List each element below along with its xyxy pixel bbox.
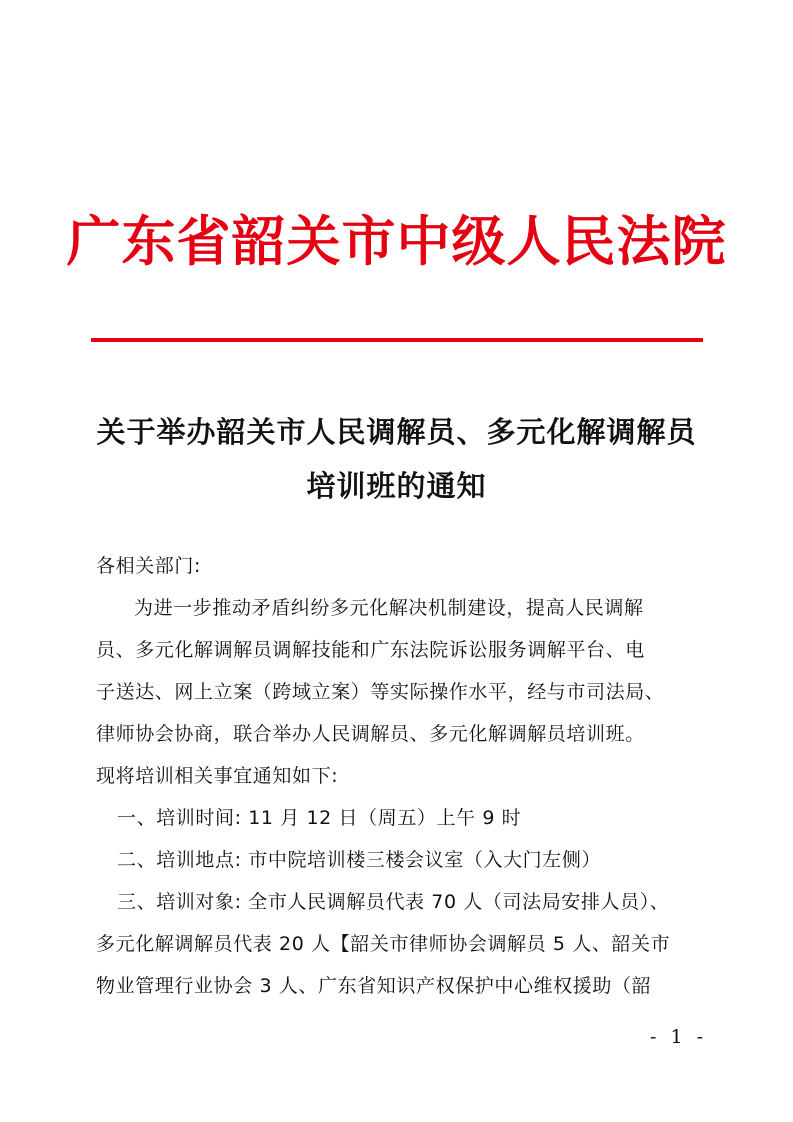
red-header-rule [91,338,703,342]
document-title-line-1: 关于举办韶关市人民调解员、多元化解调解员 [96,415,697,449]
item-training-participants: 三、培训对象: 全市人民调解员代表 70 人（司法局安排人员）、 [117,891,670,913]
document-title-line-2: 培训班的通知 [306,469,487,503]
paragraph-line-3: 子送达、网上立案（跨域立案）等实际操作水平，经与市司法局、 [96,681,665,703]
paragraph-line-5: 现将培训相关事宜通知如下: [96,765,339,787]
paragraph-line-2: 员、多元化解调解员调解技能和广东法院诉讼服务调解平台、电 [96,639,645,661]
item-participants-continued-2: 物业管理行业协会 3 人、广东省知识产权保护中心维权援助（韶 [96,975,652,997]
item-participants-continued-1: 多元化解调解员代表 20 人【韶关市律师协会调解员 5 人、韶关市 [96,933,671,955]
issuing-authority-header: 广东省韶关市中级人民法院 [66,209,727,273]
item-training-time: 一、培训时间: 11 月 12 日（周五）上午 9 时 [117,807,522,829]
paragraph-line-1: 为进一步推动矛盾纠纷多元化解决机制建设，提高人民调解 [134,597,644,619]
page-number: - 1 - [650,1026,708,1048]
salutation: 各相关部门: [96,555,202,577]
item-training-location: 二、培训地点: 市中院培训楼三楼会议室（入大门左侧） [117,849,602,871]
paragraph-line-4: 律师协会协商，联合举办人民调解员、多元化解调解员培训班。 [96,723,645,745]
